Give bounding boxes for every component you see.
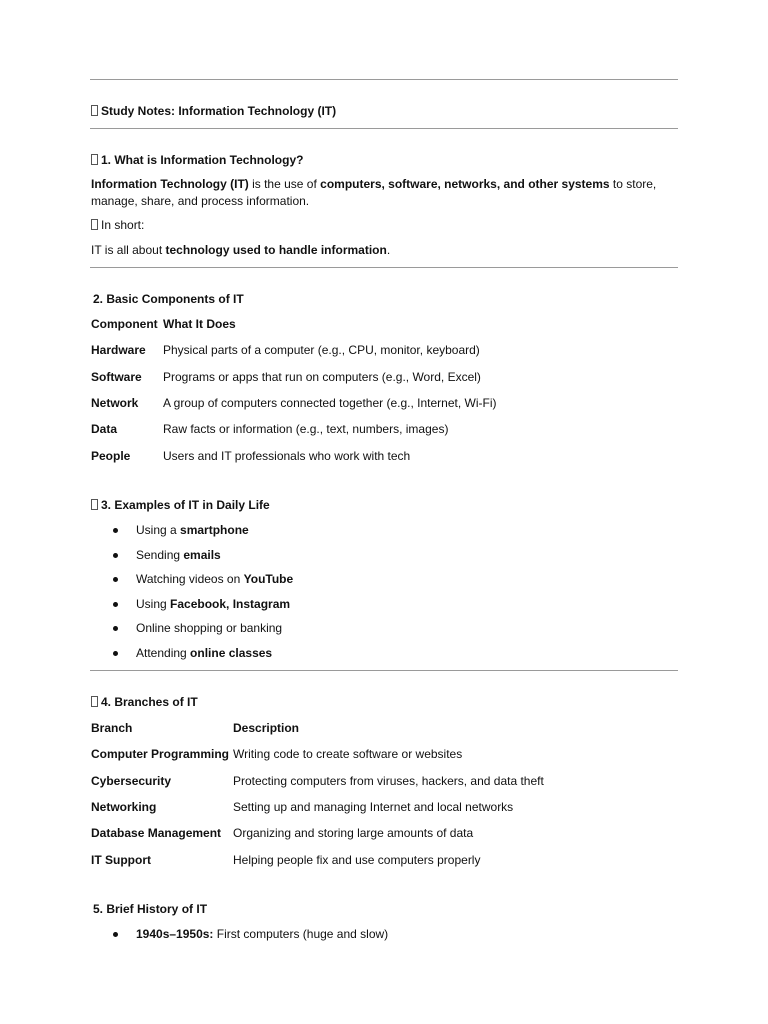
component-name: Data — [91, 422, 118, 437]
section-heading: 1. What is Information Technology? — [91, 152, 303, 168]
missing-glyph-icon — [91, 105, 98, 116]
missing-glyph-icon — [91, 219, 98, 230]
text-run: Online shopping or banking — [136, 621, 283, 636]
bold-text: online classes — [190, 646, 273, 660]
table-header: Component — [91, 317, 158, 331]
table-header: What It Does — [163, 317, 236, 331]
branch-name: Database Management — [91, 826, 222, 841]
bold-text: smartphone — [180, 523, 249, 537]
section-heading: 3. Examples of IT in Daily Life — [91, 497, 270, 513]
bullet-icon — [113, 577, 118, 582]
summary-line — [91, 242, 390, 258]
text-run: is the use of — [248, 177, 321, 191]
branch-description: Setting up and managing Internet and local networks — [233, 799, 514, 814]
in-short-label: In short: — [91, 217, 144, 233]
text-run: IT is all about — [91, 243, 166, 257]
divider — [90, 79, 678, 80]
bold-text: YouTube — [243, 572, 294, 587]
list-item — [136, 596, 290, 612]
branch-description: Helping people fix and use computers properly — [233, 852, 481, 867]
bold-text: Information Technology (IT) — [91, 177, 249, 191]
component-name: Network — [91, 395, 139, 410]
component-description: Users and IT professionals who work with tech — [163, 448, 411, 463]
missing-glyph-icon — [91, 499, 98, 510]
bullet-icon — [113, 932, 118, 937]
branch-description: Organizing and storing large amounts of data — [233, 826, 474, 841]
component-name: Hardware — [91, 343, 146, 358]
branch-description: Protecting computers from viruses, hackers, and data theft — [233, 773, 544, 788]
text-run: to store, — [609, 177, 657, 191]
bullet-icon — [113, 528, 118, 533]
bold-text: technology used to handle information — [165, 243, 387, 257]
component-description: Physical parts of a computer (e.g., CPU, monitor, keyboard) — [163, 343, 480, 358]
text-run: . — [386, 243, 391, 257]
missing-glyph-icon — [91, 696, 98, 707]
list-item — [136, 645, 272, 661]
branch-name: Computer Programming — [91, 747, 230, 762]
section-heading: 4. Branches of IT — [91, 694, 198, 710]
component-name: Software — [91, 369, 142, 384]
definition-paragraph-cont: manage, share, and process information. — [91, 194, 310, 208]
list-item — [136, 926, 388, 942]
text-run: Sending — [136, 547, 184, 562]
branch-description: Writing code to create software or websites — [233, 747, 463, 762]
bold-text: computers, software, networks, and other systems — [320, 177, 610, 191]
bullet-icon — [113, 626, 118, 631]
bold-text: Facebook, Instagram — [170, 596, 291, 611]
bullet-icon — [113, 651, 118, 656]
text-run: Using a — [136, 523, 181, 537]
text-run: Watching videos on — [136, 572, 244, 587]
branch-name: IT Support — [91, 852, 151, 867]
text-run: First computers (huge and slow) — [213, 927, 389, 941]
component-description: A group of computers connected together (e.g., Internet, Wi-Fi) — [163, 395, 497, 410]
section-heading: 5. Brief History of IT — [93, 902, 208, 916]
list-item — [136, 571, 293, 587]
definition-paragraph — [91, 176, 656, 192]
divider — [90, 128, 678, 129]
component-description: Programs or apps that run on computers (e.g., Word, Excel) — [163, 369, 481, 384]
bullet-icon — [113, 553, 118, 558]
table-header: Description — [233, 721, 300, 735]
list-item — [136, 522, 249, 538]
list-item — [136, 620, 282, 636]
branch-name: Cybersecurity — [91, 773, 172, 788]
table-header: Branch — [91, 721, 133, 735]
missing-glyph-icon — [91, 154, 98, 165]
page-title: Study Notes: Information Technology (IT) — [91, 103, 336, 119]
bold-text: 1940s–1950s: — [136, 927, 214, 941]
section-heading: 2. Basic Components of IT — [93, 292, 244, 306]
bullet-icon — [113, 602, 118, 607]
divider — [90, 267, 678, 268]
text-run: Using — [136, 596, 171, 611]
component-name: People — [91, 448, 131, 463]
divider — [90, 670, 678, 671]
branch-name: Networking — [91, 799, 157, 814]
bold-text: emails — [183, 547, 221, 562]
text-run: Attending — [136, 646, 191, 660]
list-item — [136, 547, 221, 563]
component-description: Raw facts or information (e.g., text, numbers, images) — [163, 422, 449, 437]
